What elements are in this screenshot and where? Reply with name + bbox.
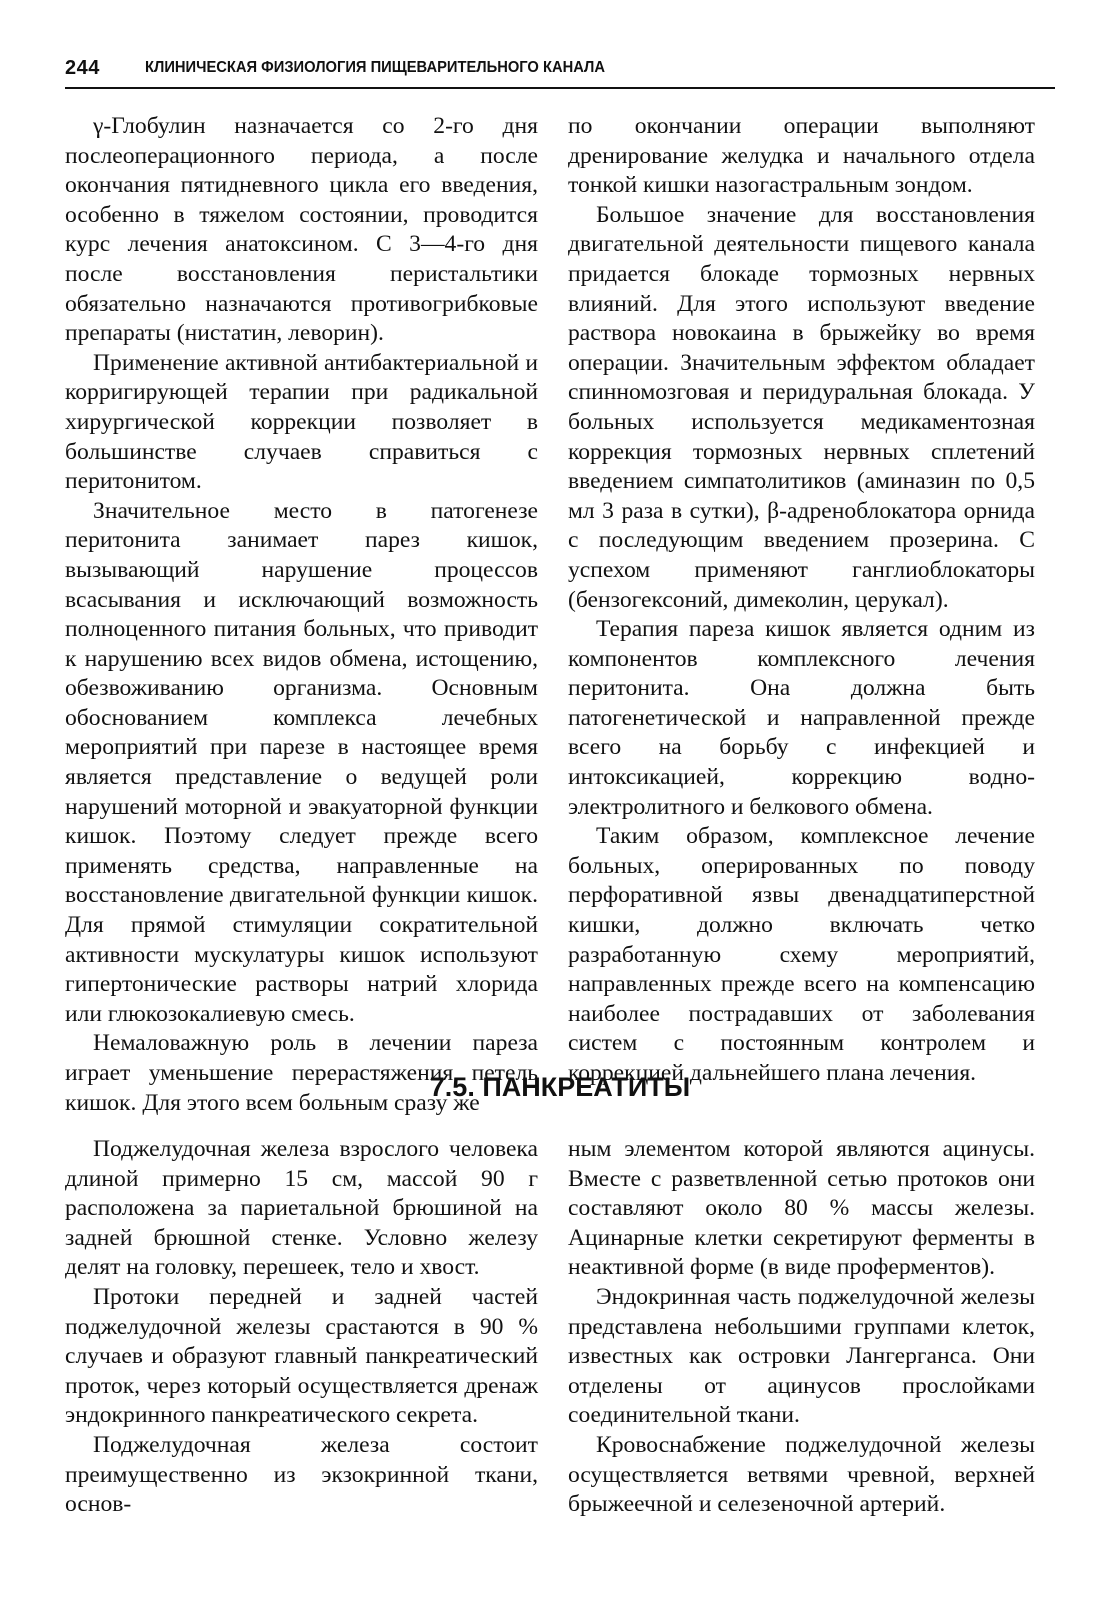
paragraph-conclusion: Таким образом, комплексное лечение больных, оперированных по поводу перфоративной язвы двенадцатиперстной кишки, должно включать четко разработанную схему мероприятий, направленных прежде всего на компенсацию наиболее пострадавших от заболевания систем с постоянным контролем и коррекцией дальнейшего плана лечения. [568, 823, 1035, 1086]
paragraph-antibacterial-therapy: Применение активной антибактериальной и корригирующей терапии при радикальной хирургической коррекции позволяет в большинстве случаев справиться с перитонитом. [65, 349, 538, 495]
paragraph-loop-overdistension: Немаловажную роль в лечении пареза играет уменьшение перерастяжения петель кишок. Для этого всем больным сразу же [65, 1030, 538, 1116]
section-right-column [568, 1135, 1035, 1520]
section-heading: 7.5. ПАНКРЕАТИТЫ [429, 1072, 691, 1102]
paragraph-exocrine-tissue: Поджелудочная железа состоит преимущественно из экзокринной ткани, основ- [65, 1431, 538, 1518]
book-title: КЛИНИЧЕСКАЯ ФИЗИОЛОГИЯ ПИЩЕВАРИТЕЛЬНОГО КАНАЛА [145, 59, 605, 76]
page-number: 244 [65, 57, 100, 79]
top-left-column [65, 112, 538, 1118]
paragraph-blood-supply: Кровоснабжение поджелудочной железы осуществляется ветвями чревной, верхней брыжеечной и селезеночной артерий. [568, 1431, 1035, 1518]
paragraph-nerve-blockade: Большое значение для восстановления двигательной деятельности пищевого канала придается блокаде тормозных нервных влияний. Для этого используют введение раствора новокаина в брыжейку во время операции. Значительным эффектом обладает спинномозговая и перидуральная блокада. У больных используется медикаментозная коррекция тормозных нервных сплетений введением симпатолитиков (аминазин по 0,5 мл 3 раза в сутки), β-адреноблокатора орнида с последующим введением прозерина. С успехом применяют ганглиоблокаторы (бензогексоний, димеколин, церукал). [568, 201, 1035, 613]
paragraph-pancreatic-ducts: Протоки передней и задней частей поджелудочной железы срастаются в 90 % случаев и образуют главный панкреатический проток, через который осуществляется дренаж эндокринного панкреатического секрета. [65, 1283, 538, 1429]
paragraph-acini-continued: ным элементом которой являются ацинусы. Вместе с разветвленной сетью протоков они составляют около 80 % массы железы. Ацинарные клетки секретируют ферменты в неактивной форме (в виде проферментов). [568, 1136, 1035, 1281]
paragraph-intestinal-paresis: Значительное место в патогенезе перитонита занимает парез кишок, вызывающий нарушение процессов всасывания и исключающий возможность полноценного питания больных, что приводит к нарушению всех видов обмена, истощению, обезвоживанию организма. Основным обоснованием комплекса лечебных мероприятий при парезе в настоящее время является представление о ведущей роли нарушений моторной и эвакуаторной функции кишок. Поэтому следует прежде всего применять средства, направленные на восстановление двигательной функции кишок. Для прямой стимуляции сократительной активности мускулатуры кишок используют гипертонические растворы натрий хлорида или глюкозокалиевую смесь. [65, 497, 538, 1027]
top-right-column [568, 112, 1035, 1089]
section-left-column [65, 1135, 538, 1520]
paragraph-globulin: γ-Глобулин назначается со 2-го дня послеоперационного периода, а после окончания пятидневного цикла его введения, особенно в тяжелом состоянии, проводится курс лечения анатоксином. С 3—4-го дня после восстановления перистальтики обязательно назначаются противогрибковые препараты (нистатин, леворин). [65, 113, 538, 347]
paragraph-paresis-therapy: Терапия пареза кишок является одним из компонентов комплексного лечения перитонита. Она должна быть патогенетической и направленной прежде всего на борьбу с инфекцией и интоксикацией, коррекцию водно-электролитного и белкового обмена. [568, 616, 1035, 820]
paragraph-endocrine-part: Эндокринная часть поджелудочной железы представлена небольшими группами клеток, известных как островки Лангерганса. Они отделены от ацинусов прослойками соединительной ткани. [568, 1283, 1035, 1429]
paragraph-pancreas-anatomy: Поджелудочная железа взрослого человека длиной примерно 15 см, массой 90 г расположена за париетальной брюшиной на задней брюшной стенке. Условно железу делят на головку, перешеек, тело и хвост. [65, 1136, 538, 1281]
running-head [65, 55, 1055, 89]
paragraph-drainage-continued: по окончании операции выполняют дренирование желудка и начального отдела тонкой кишки назогастральным зондом. [568, 113, 1035, 199]
